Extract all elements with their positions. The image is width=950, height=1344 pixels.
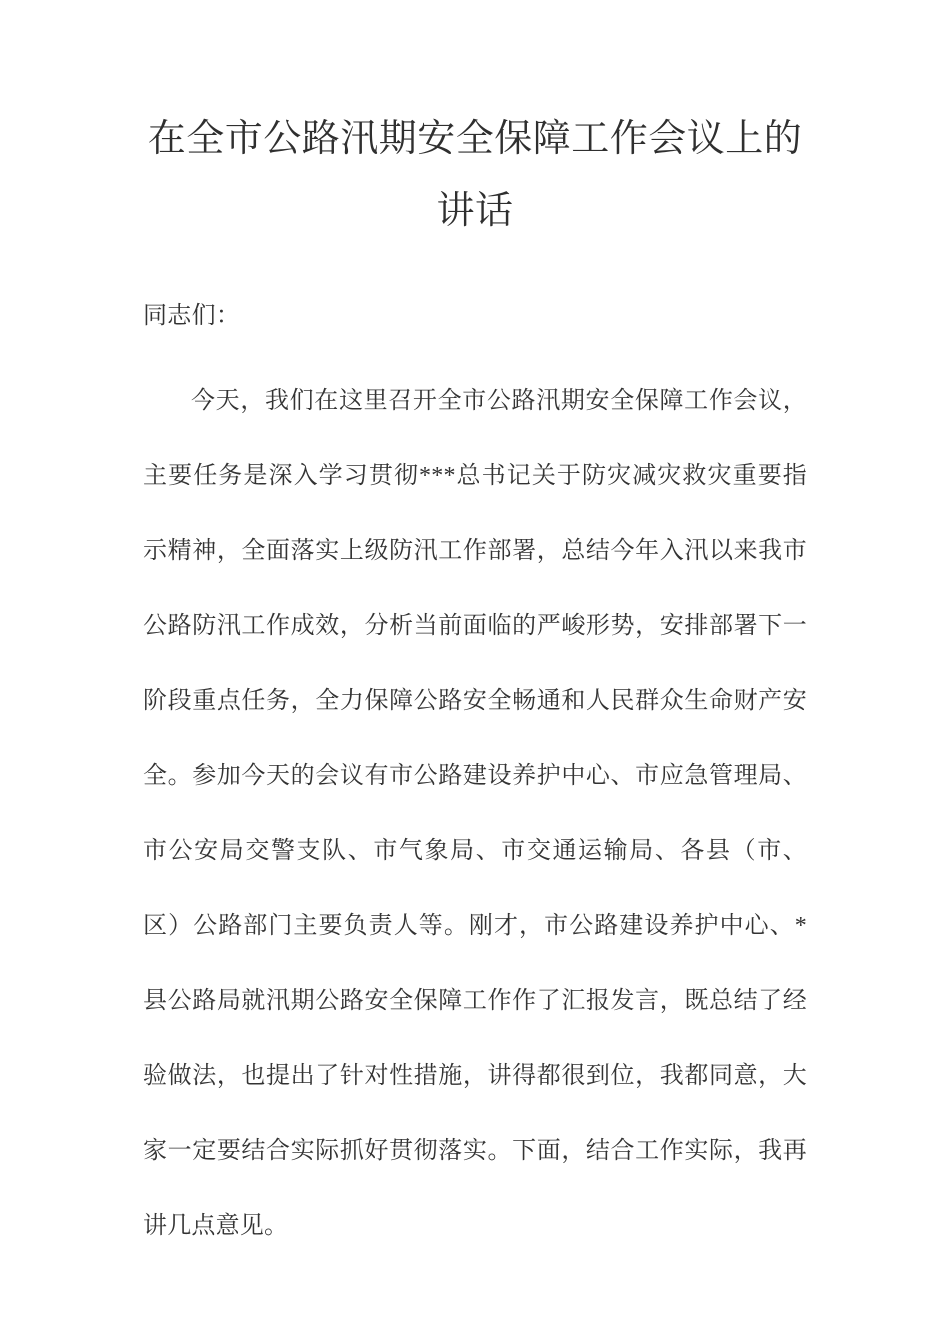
body-paragraph-1: 今天，我们在这里召开全市公路汛期安全保障工作会议，主要任务是深入学习贯彻***总书记关于防灾减灾救灾重要指示精神，全面落实上级防汛工作部署，总结今年入汛以来我市公路防汛工作成效，分析当前面临的严峻形势，安排部署下一阶段重点任务，全力保障公路安全畅通和人民群众生命财产安全。参加今天的会议有市公路建设养护中心、市应急管理局、市公安局交警支队、市气象局、市交通运输局、各县（市、区）公路部门主要负责人等。刚才，市公路建设养护中心、*县公路局就汛期公路安全保障工作作了汇报发言，既总结了经验做法，也提出了针对性措施，讲得都很到位，我都同意，大家一定要结合实际抓好贯彻落实。下面，结合工作实际，我再讲几点意见。 bbox=[143, 388, 807, 1239]
document-body bbox=[143, 0, 807, 1264]
page-title: 在全市公路汛期安全保障工作会议上的讲话 bbox=[147, 118, 803, 232]
salutation: 同志们： bbox=[143, 303, 241, 329]
